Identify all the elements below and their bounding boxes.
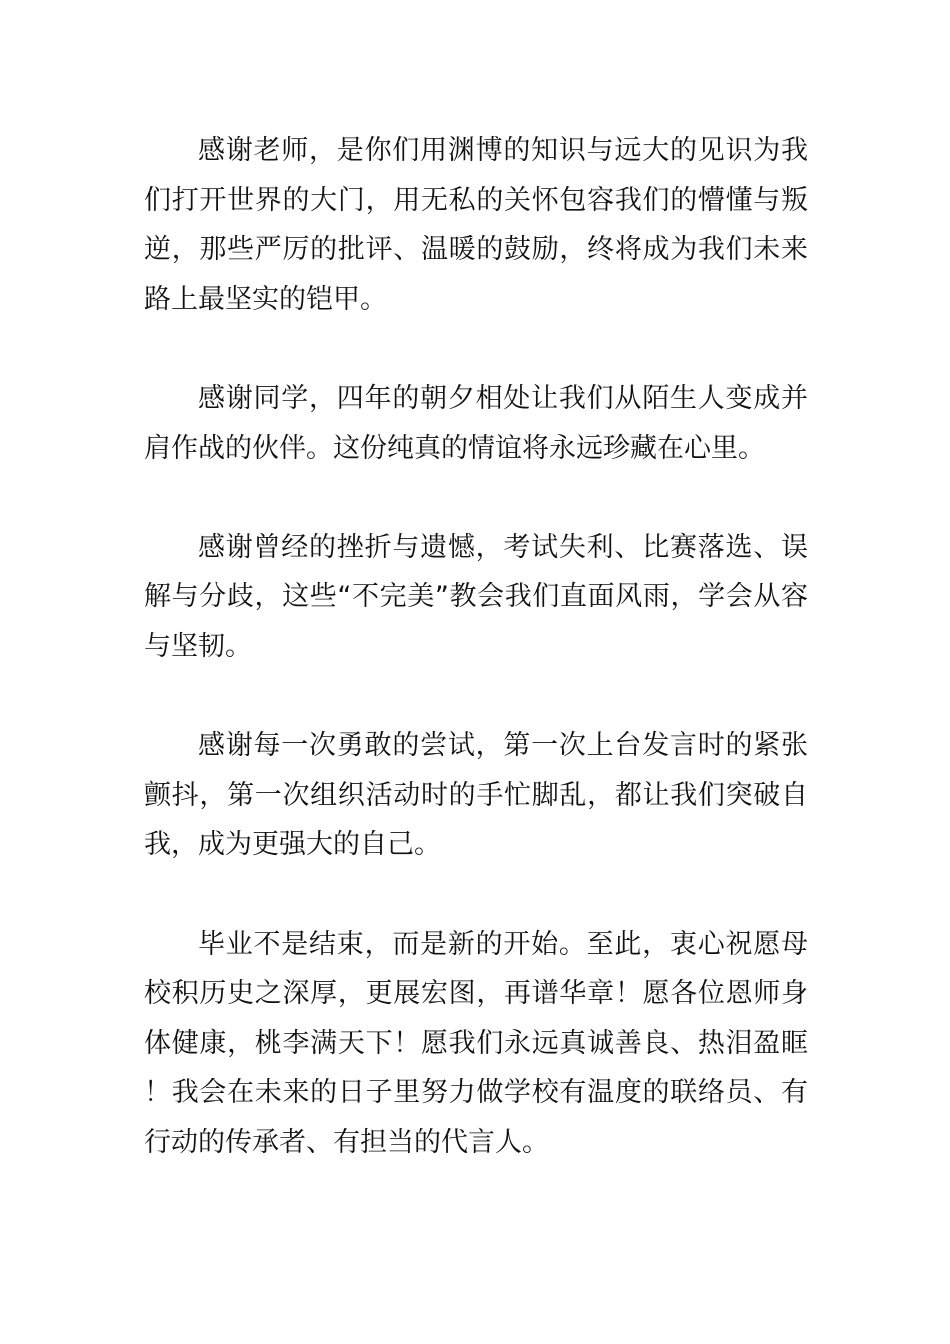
paragraph-closing-wishes: 毕业不是结束，而是新的开始。至此，衷心祝愿母校积历史之深厚，更展宏图，再谱华章！愿各位恩师身体健康，桃李满天下！愿我们永远真诚善良、热泪盈眶！我会在未来的日子里努力做学校有温度的联络员、有行动的传承者、有担当的代言人。: [144, 928, 808, 1158]
paragraph-thanks-setbacks: 感谢曾经的挫折与遗憾，考试失利、比赛落选、误解与分歧，这些“不完美”教会我们直面风雨，学会从容与坚韧。: [144, 531, 808, 662]
paragraph-thanks-classmates: 感谢同学，四年的朝夕相处让我们从陌生人变成并肩作战的伙伴。这份纯真的情谊将永远珍藏在心里。: [144, 382, 808, 464]
paragraph-thanks-attempts: 感谢每一次勇敢的尝试，第一次上台发言时的紧张颤抖，第一次组织活动时的手忙脚乱，都让我们突破自我，成为更强大的自己。: [144, 730, 808, 861]
document-body: [144, 126, 808, 1167]
paragraph-thanks-teachers: 感谢老师，是你们用渊博的知识与远大的见识为我们打开世界的大门，用无私的关怀包容我们的懵懂与叛逆，那些严厉的批评、温暖的鼓励，终将成为我们未来路上最坚实的铠甲。: [144, 135, 808, 315]
